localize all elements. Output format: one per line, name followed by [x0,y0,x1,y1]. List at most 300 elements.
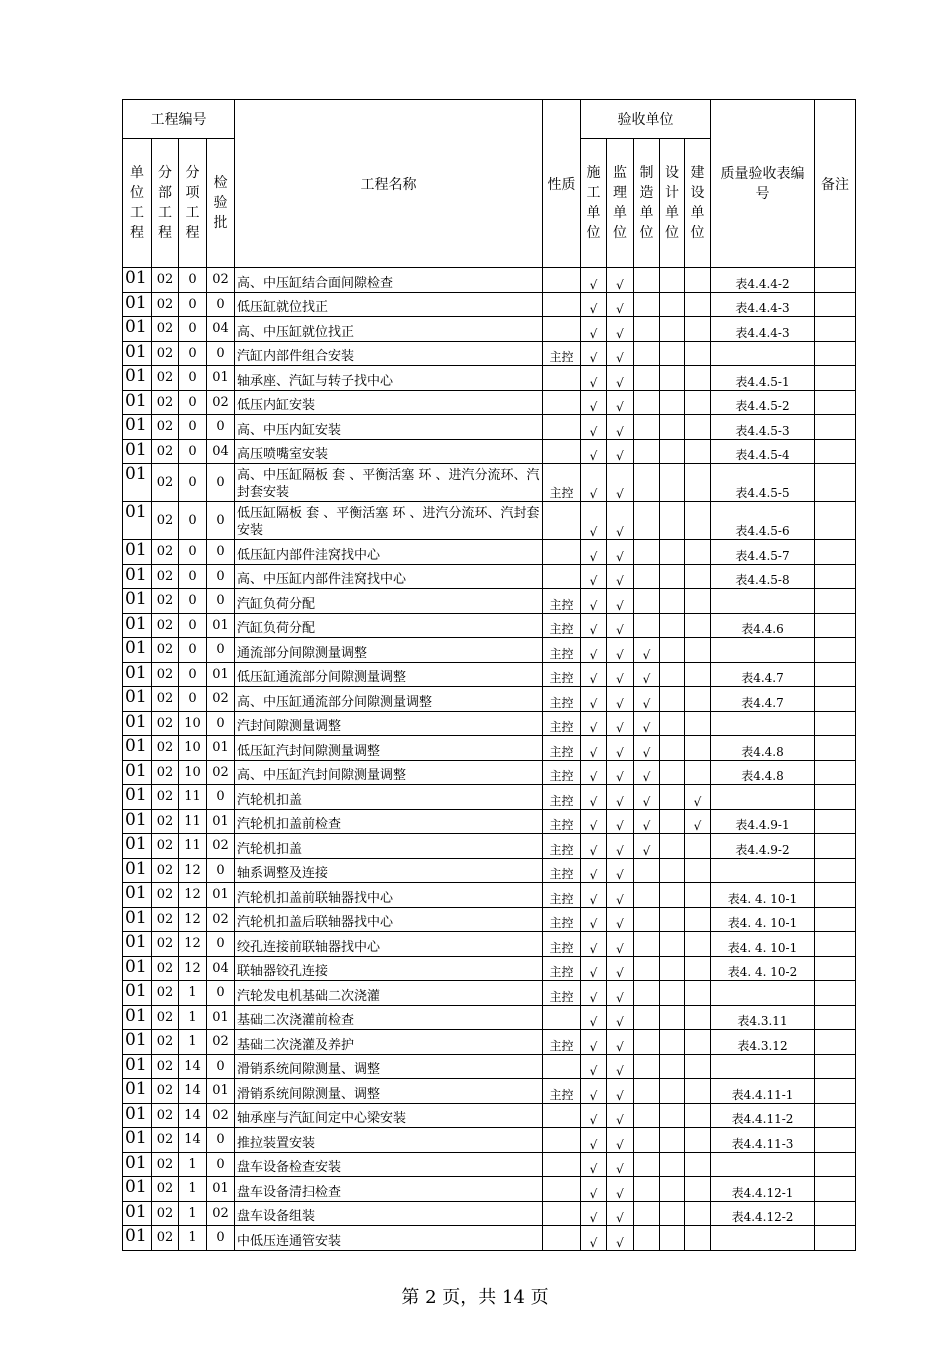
unit-project-cell: 01 [123,785,152,810]
design-check [660,1177,685,1202]
form-no-header: 质量验收表编号 [711,100,815,268]
manufacture-check [634,1005,660,1030]
acceptance-table [122,99,856,1251]
table-row [123,932,856,957]
owner-check [685,1030,711,1055]
item-project-cell: 0 [179,540,207,565]
inspection-batch-cell: 0 [207,292,235,317]
supervision-check: √ [607,1152,634,1177]
sub-project-cell: 02 [152,809,179,834]
unit-project-cell: 01 [123,613,152,638]
supervision-check: √ [607,1103,634,1128]
owner-check [685,687,711,712]
inspection-batch-cell: 01 [207,736,235,761]
inspection-batch-cell: 0 [207,1226,235,1251]
project-name-cell: 高压喷嘴室安装 [235,439,543,464]
table-row [123,1201,856,1226]
project-name-cell: 低压缸汽封间隙测量调整 [235,736,543,761]
unit-project-cell: 01 [123,366,152,391]
construction-check: √ [581,564,607,589]
construction-check: √ [581,711,607,736]
remarks-cell [815,932,856,957]
nature-header: 性质 [543,100,581,268]
project-name-cell: 高、中压内缸安装 [235,415,543,440]
manufacture-check: √ [634,662,660,687]
construction-check: √ [581,439,607,464]
nature-cell [543,502,581,540]
design-check [660,834,685,859]
nature-cell: 主控 [543,1079,581,1104]
table-row [123,502,856,540]
design-unit-header: 设计单位 [660,139,685,268]
construction-unit-header: 施工单位 [581,139,607,268]
table-row [123,1177,856,1202]
construction-check: √ [581,1030,607,1055]
design-check [660,1128,685,1153]
unit-project-cell: 01 [123,932,152,957]
supervision-check: √ [607,1030,634,1055]
form-no-cell [711,711,815,736]
remarks-cell [815,883,856,908]
supervision-unit-header: 监理单位 [607,139,634,268]
nature-cell: 主控 [543,981,581,1006]
remarks-cell [815,1079,856,1104]
item-project-cell: 10 [179,711,207,736]
unit-project-cell: 01 [123,956,152,981]
form-no-cell [711,1226,815,1251]
table-row [123,907,856,932]
remarks-cell [815,1128,856,1153]
inspection-batch-cell: 0 [207,858,235,883]
sub-project-cell: 02 [152,638,179,663]
sub-project-cell: 02 [152,268,179,293]
item-project-cell: 11 [179,785,207,810]
construction-check: √ [581,1054,607,1079]
project-name-cell: 轴承座与汽缸间定中心梁安装 [235,1103,543,1128]
manufacture-check [634,1030,660,1055]
table-row [123,415,856,440]
inspection-batch-cell: 0 [207,341,235,366]
inspection-batch-cell: 04 [207,439,235,464]
unit-project-cell: 01 [123,736,152,761]
remarks-cell [815,439,856,464]
nature-cell [543,1128,581,1153]
manufacture-check [634,1226,660,1251]
item-project-cell: 1 [179,1152,207,1177]
sub-project-cell: 02 [152,662,179,687]
project-name-cell: 汽缸负荷分配 [235,613,543,638]
form-no-cell [711,981,815,1006]
unit-project-cell: 01 [123,317,152,342]
unit-project-cell: 01 [123,341,152,366]
manufacture-check [634,502,660,540]
inspection-batch-cell: 02 [207,760,235,785]
construction-check: √ [581,638,607,663]
sub-project-cell: 02 [152,341,179,366]
form-no-cell: 表4.4.5-3 [711,415,815,440]
table-row [123,540,856,565]
item-project-cell: 0 [179,439,207,464]
construction-check: √ [581,1079,607,1104]
owner-check [685,760,711,785]
unit-project-cell: 01 [123,1128,152,1153]
sub-project-cell: 02 [152,439,179,464]
table-row [123,1128,856,1153]
design-check [660,502,685,540]
inspection-batch-cell: 01 [207,366,235,391]
nature-cell: 主控 [543,907,581,932]
remarks-cell [815,366,856,391]
inspection-batch-cell: 0 [207,540,235,565]
design-check [660,711,685,736]
manufacture-check [634,1201,660,1226]
manufacture-check [634,1079,660,1104]
supervision-check: √ [607,390,634,415]
nature-cell: 主控 [543,687,581,712]
project-name-cell: 推拉装置安装 [235,1128,543,1153]
owner-check [685,907,711,932]
owner-check [685,956,711,981]
construction-check: √ [581,540,607,565]
nature-cell: 主控 [543,589,581,614]
sub-project-cell: 02 [152,502,179,540]
owner-check [685,1054,711,1079]
design-check [660,785,685,810]
unit-project-cell: 01 [123,1005,152,1030]
item-project-cell: 12 [179,858,207,883]
design-check [660,907,685,932]
remarks-cell [815,662,856,687]
item-project-cell: 0 [179,564,207,589]
manufacture-check: √ [634,736,660,761]
owner-unit-header: 建设单位 [685,139,711,268]
unit-project-cell: 01 [123,907,152,932]
construction-check: √ [581,809,607,834]
sub-project-cell: 02 [152,1054,179,1079]
project-name-cell: 低压缸通流部分间隙测量调整 [235,662,543,687]
project-name-cell: 基础二次浇灌及养护 [235,1030,543,1055]
remarks-cell [815,390,856,415]
construction-check: √ [581,502,607,540]
nature-cell: 主控 [543,711,581,736]
manufacture-unit-header: 制造单位 [634,139,660,268]
nature-cell: 主控 [543,932,581,957]
remarks-cell [815,564,856,589]
nature-cell: 主控 [543,736,581,761]
inspection-batch-cell: 0 [207,1128,235,1153]
remarks-cell [815,464,856,502]
supervision-check: √ [607,502,634,540]
owner-check [685,1103,711,1128]
form-no-cell: 表4.4.4-3 [711,292,815,317]
form-no-cell: 表4.4.8 [711,760,815,785]
supervision-check: √ [607,981,634,1006]
form-no-cell [711,341,815,366]
design-check [660,1226,685,1251]
unit-project-cell: 01 [123,589,152,614]
sub-project-cell: 02 [152,687,179,712]
manufacture-check [634,540,660,565]
design-check [660,341,685,366]
nature-cell: 主控 [543,1030,581,1055]
sub-project-cell: 02 [152,317,179,342]
item-project-cell: 12 [179,907,207,932]
nature-cell: 主控 [543,613,581,638]
item-project-cell: 0 [179,687,207,712]
nature-cell [543,1152,581,1177]
item-project-cell: 14 [179,1128,207,1153]
design-check [660,1079,685,1104]
owner-check: √ [685,785,711,810]
unit-project-cell: 01 [123,439,152,464]
table-row [123,564,856,589]
form-no-cell: 表4.4.7 [711,662,815,687]
inspection-batch-cell: 02 [207,1103,235,1128]
table-row [123,809,856,834]
sub-project-cell: 02 [152,711,179,736]
project-name-cell: 汽封间隙测量调整 [235,711,543,736]
manufacture-check [634,589,660,614]
unit-project-cell: 01 [123,662,152,687]
form-no-cell: 表4. 4. 10-2 [711,956,815,981]
project-name-cell: 汽轮发电机基础二次浇灌 [235,981,543,1006]
nature-cell [543,317,581,342]
sub-project-cell: 02 [152,366,179,391]
sub-project-cell: 02 [152,464,179,502]
design-check [660,760,685,785]
project-name-cell: 汽缸内部件组合安装 [235,341,543,366]
remarks-cell [815,1152,856,1177]
supervision-check: √ [607,613,634,638]
nature-cell [543,1177,581,1202]
unit-project-cell: 01 [123,638,152,663]
construction-check: √ [581,464,607,502]
remarks-cell [815,760,856,785]
inspection-batch-cell: 02 [207,1030,235,1055]
inspection-batch-cell: 0 [207,1152,235,1177]
item-project-cell: 14 [179,1079,207,1104]
project-name-cell: 滑销系统间隙测量、调整 [235,1079,543,1104]
nature-cell: 主控 [543,858,581,883]
project-name-cell: 轴系调整及连接 [235,858,543,883]
construction-check: √ [581,1226,607,1251]
unit-project-cell: 01 [123,687,152,712]
item-project-cell: 0 [179,613,207,638]
project-name-cell: 通流部分间隙测量调整 [235,638,543,663]
sub-project-cell: 02 [152,415,179,440]
manufacture-check [634,341,660,366]
manufacture-check [634,907,660,932]
form-no-cell [711,1054,815,1079]
unit-project-cell: 01 [123,760,152,785]
owner-check [685,834,711,859]
owner-check [685,662,711,687]
unit-project-cell: 01 [123,1201,152,1226]
supervision-check: √ [607,1201,634,1226]
item-project-cell: 0 [179,464,207,502]
item-project-cell: 1 [179,1177,207,1202]
construction-check: √ [581,1103,607,1128]
unit-project-cell: 01 [123,809,152,834]
item-project-cell: 0 [179,366,207,391]
owner-check [685,390,711,415]
sub-project-cell: 02 [152,1005,179,1030]
manufacture-check [634,415,660,440]
nature-cell: 主控 [543,785,581,810]
inspection-batch-cell: 01 [207,1005,235,1030]
design-check [660,415,685,440]
inspection-batch-cell: 02 [207,390,235,415]
sub-project-header: 分部工程 [152,139,179,268]
construction-check: √ [581,1128,607,1153]
inspection-batch-cell: 02 [207,834,235,859]
inspection-batch-cell: 0 [207,932,235,957]
item-project-cell: 12 [179,956,207,981]
construction-check: √ [581,366,607,391]
project-name-cell: 汽轮机扣盖 [235,785,543,810]
project-name-cell: 低压缸隔板 套 、平衡活塞 环 、进汽分流环、汽封套安装 [235,502,543,540]
table-row [123,366,856,391]
acceptance-units-header: 验收单位 [581,100,711,139]
form-no-cell [711,858,815,883]
construction-check: √ [581,268,607,293]
owner-check [685,883,711,908]
design-check [660,736,685,761]
supervision-check: √ [607,834,634,859]
design-check [660,1030,685,1055]
form-no-cell [711,589,815,614]
remarks-cell [815,687,856,712]
nature-cell [543,1005,581,1030]
manufacture-check [634,1128,660,1153]
owner-check [685,366,711,391]
sub-project-cell: 02 [152,907,179,932]
project-name-cell: 盘车设备检查安装 [235,1152,543,1177]
manufacture-check [634,317,660,342]
form-no-cell: 表4.3.12 [711,1030,815,1055]
remarks-cell [815,907,856,932]
inspection-batch-cell: 0 [207,785,235,810]
inspection-batch-cell: 02 [207,907,235,932]
inspection-batch-cell: 0 [207,638,235,663]
project-name-cell: 中低压连通管安装 [235,1226,543,1251]
nature-cell [543,1201,581,1226]
form-no-cell [711,1152,815,1177]
table-row [123,1030,856,1055]
design-check [660,687,685,712]
manufacture-check [634,613,660,638]
manufacture-check [634,464,660,502]
inspection-batch-cell: 0 [207,415,235,440]
table-row [123,1103,856,1128]
unit-project-cell: 01 [123,464,152,502]
nature-cell: 主控 [543,760,581,785]
sub-project-cell: 02 [152,932,179,957]
table-row [123,760,856,785]
remarks-cell [815,858,856,883]
owner-check [685,564,711,589]
manufacture-check [634,1103,660,1128]
manufacture-check: √ [634,711,660,736]
nature-cell: 主控 [543,638,581,663]
form-no-cell: 表4.4.5-6 [711,502,815,540]
table-row [123,956,856,981]
supervision-check: √ [607,785,634,810]
sub-project-cell: 02 [152,785,179,810]
unit-project-cell: 01 [123,415,152,440]
sub-project-cell: 02 [152,981,179,1006]
remarks-cell [815,415,856,440]
project-name-cell: 高、中压缸结合面间隙检查 [235,268,543,293]
project-name-cell: 盘车设备组装 [235,1201,543,1226]
owner-check [685,981,711,1006]
supervision-check: √ [607,317,634,342]
manufacture-check [634,366,660,391]
table-body [123,268,856,1251]
inspection-batch-cell: 01 [207,1079,235,1104]
design-check [660,956,685,981]
unit-project-cell: 01 [123,1079,152,1104]
supervision-check: √ [607,907,634,932]
nature-cell [543,540,581,565]
manufacture-check [634,858,660,883]
owner-check [685,540,711,565]
remarks-cell [815,1030,856,1055]
table-row [123,268,856,293]
construction-check: √ [581,1177,607,1202]
inspection-batch-cell: 0 [207,711,235,736]
owner-check [685,638,711,663]
unit-project-cell: 01 [123,292,152,317]
design-check [660,439,685,464]
project-name-cell: 高、中压缸隔板 套 、平衡活塞 环 、进汽分流环、汽封套安装 [235,464,543,502]
nature-cell [543,292,581,317]
item-project-cell: 0 [179,662,207,687]
nature-cell [543,439,581,464]
remarks-cell [815,292,856,317]
remarks-cell [815,638,856,663]
sub-project-cell: 02 [152,1226,179,1251]
remarks-cell [815,809,856,834]
manufacture-check: √ [634,809,660,834]
item-project-cell: 0 [179,589,207,614]
remarks-cell [815,341,856,366]
form-no-cell: 表4.4.11-2 [711,1103,815,1128]
inspection-batch-cell: 01 [207,662,235,687]
inspection-batch-cell: 0 [207,1054,235,1079]
table-row [123,1226,856,1251]
form-no-cell: 表4.4.8 [711,736,815,761]
construction-check: √ [581,589,607,614]
item-project-cell: 10 [179,760,207,785]
owner-check [685,1152,711,1177]
project-name-cell: 高、中压缸通流部分间隙测量调整 [235,687,543,712]
item-project-cell: 11 [179,834,207,859]
project-name-header: 工程名称 [235,100,543,268]
design-check [660,292,685,317]
design-check [660,858,685,883]
table-row [123,292,856,317]
owner-check [685,613,711,638]
sub-project-cell: 02 [152,292,179,317]
table-row [123,341,856,366]
project-name-cell: 基础二次浇灌前检查 [235,1005,543,1030]
sub-project-cell: 02 [152,858,179,883]
inspection-batch-cell: 0 [207,502,235,540]
inspection-batch-cell: 04 [207,956,235,981]
construction-check: √ [581,662,607,687]
construction-check: √ [581,736,607,761]
